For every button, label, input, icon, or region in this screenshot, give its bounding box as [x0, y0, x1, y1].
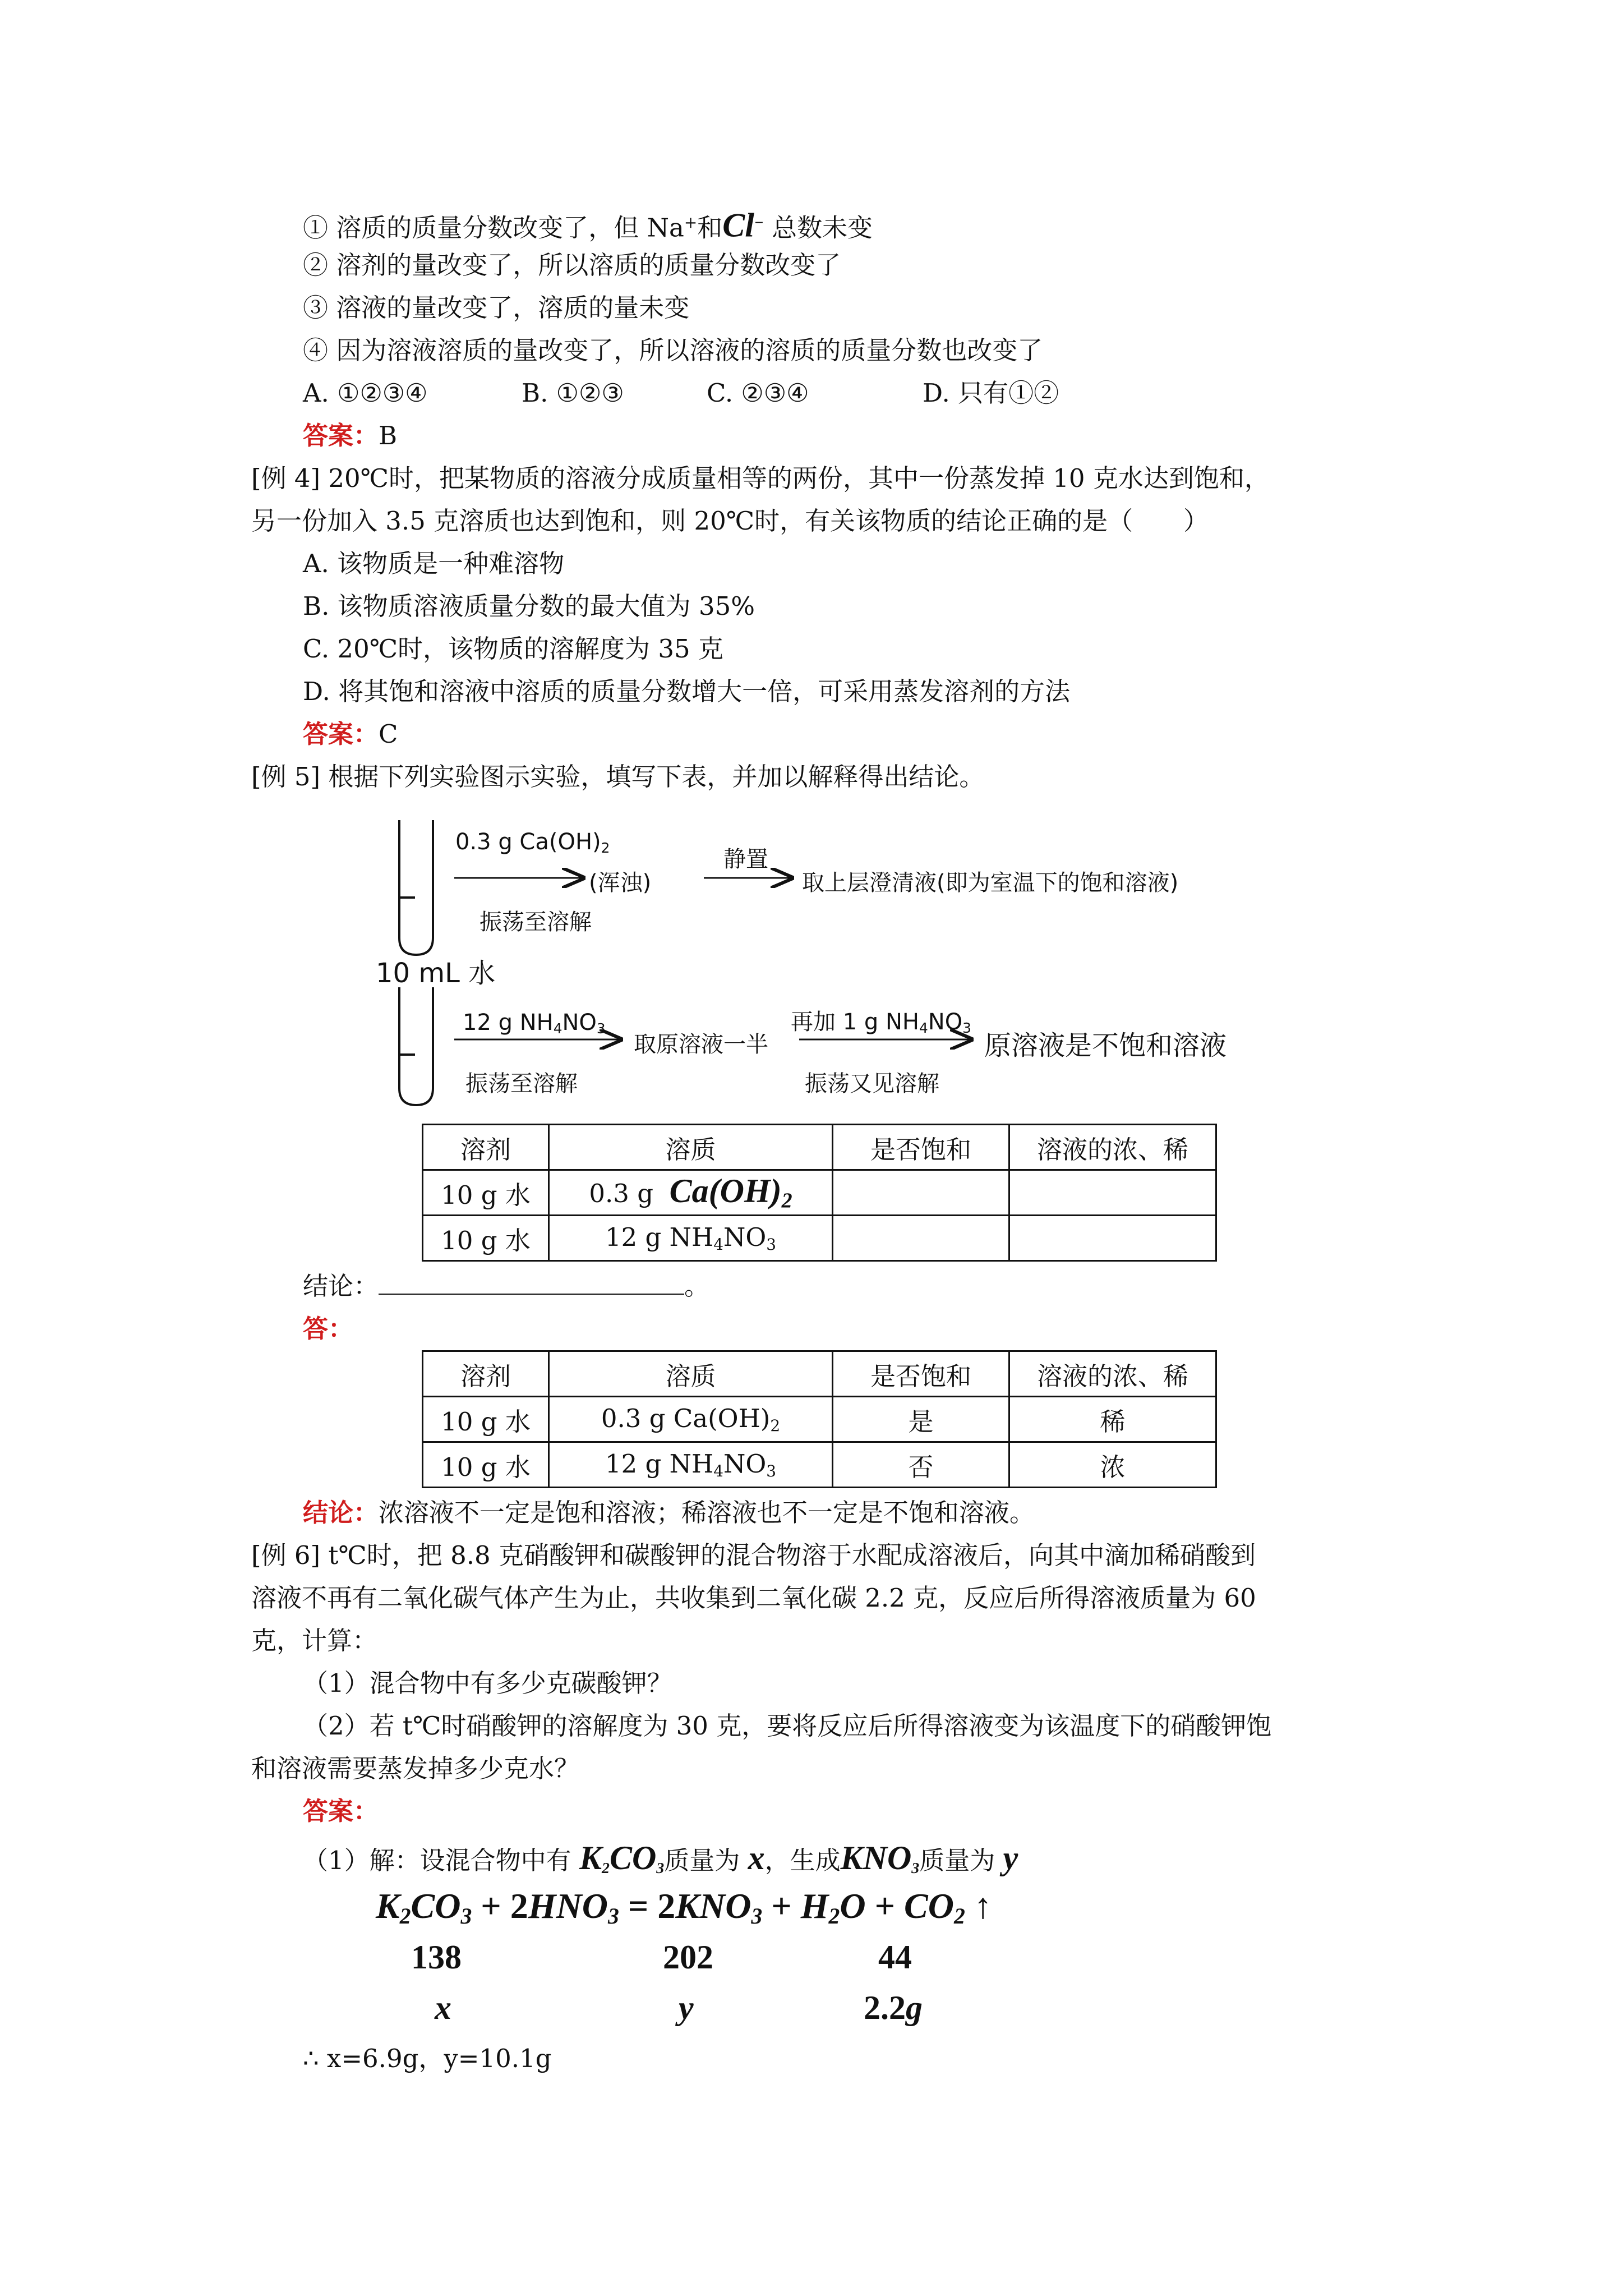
- ex4-answer: 答案：C: [303, 719, 398, 749]
- table-header-concentration: 溶液的浓、稀: [1009, 1351, 1216, 1397]
- ex6-question-1: （1）混合物中有多少克碳酸钾？: [303, 1668, 672, 1698]
- q3-option-1: ① 溶质的质量分数改变了，但 Na+和Cl− 总数未变: [303, 206, 873, 244]
- table-row: [423, 1216, 1216, 1261]
- ex4-option-b: B. 该物质溶液质量分数的最大值为 35%: [303, 591, 755, 621]
- ex4-option-a: A. 该物质是一种难溶物: [303, 549, 565, 578]
- diagram-readd-shake: 振荡又见溶解: [805, 1071, 939, 1097]
- table-header-solute: 溶质: [549, 1125, 833, 1170]
- diagram-water-label: 10 mL 水: [376, 958, 496, 989]
- ex5-intro: [例 5] 根据下列实验图示实验，填写下表，并加以解释得出结论。: [251, 762, 985, 792]
- ex6-stem-line1: [例 6] t℃时，把 8.8 克硝酸钾和碳酸钾的混合物溶于水配成溶液后，向其中滴加稀硝酸到: [251, 1540, 1256, 1570]
- table-header-solvent: 溶剂: [423, 1125, 549, 1170]
- diagram-readd: 再加 1 g $NH_4NO_3$: [791, 1009, 971, 1037]
- diagram-turbid: (浑浊): [589, 870, 652, 896]
- table-cell-saturated: 是: [833, 1397, 1009, 1442]
- diagram-bottom-shake: 振荡至溶解: [465, 1071, 578, 1097]
- diagram-top-reagent: 0.3 g $Ca(OH)_2$: [455, 829, 610, 857]
- ex5-final-conclusion: 结论：浓溶液不一定是饱和溶液；稀溶液也不一定是不饱和溶液。: [303, 1498, 1035, 1527]
- ex4-stem-line2: 另一份加入 3.5 克溶质也达到饱和，则 20℃时，有关该物质的结论正确的是（ ）: [251, 506, 1209, 536]
- table-cell-solvent: 10 g 水: [423, 1170, 549, 1216]
- ex6-question-2-line2: 和溶液需要蒸发掉多少克水？: [251, 1754, 580, 1783]
- molar-mass-k2co3: 138: [411, 1939, 462, 1976]
- ex5-answer-label: 答：: [303, 1314, 354, 1343]
- ex4-stem-line1: [例 4] 20℃时，把某物质的溶液分成质量相等的两份，其中一份蒸发掉 10 克水达到饱和，: [251, 463, 1270, 493]
- unknown-y: y: [679, 1989, 694, 2026]
- q3-choice-d: D. 只有①②: [923, 378, 1059, 408]
- ex6-stem-line3: 克，计算：: [251, 1626, 378, 1655]
- q3-choice-a: A. ①②③④: [303, 378, 428, 408]
- table-header-solvent: 溶剂: [423, 1351, 549, 1397]
- known-co2-mass: 2.2g: [864, 1989, 923, 2026]
- molar-mass-kno3: 202: [663, 1939, 713, 1976]
- test-tube-top-icon: [399, 820, 433, 955]
- diagram-conclusion: 原溶液是不饱和溶液: [984, 1030, 1227, 1061]
- table-row: [423, 1170, 1216, 1216]
- ex6-answer-label: 答案：: [303, 1796, 379, 1826]
- test-tube-bottom-icon: [399, 987, 433, 1105]
- table-cell-solute: 12 g $NH_4NO_3$: [549, 1442, 833, 1488]
- q3-option-3: ③ 溶液的量改变了，溶质的量未变: [303, 293, 690, 323]
- answer-blank-line: [379, 1271, 684, 1295]
- table-header-solute: 溶质: [549, 1351, 833, 1397]
- table-cell-solute: 0.3 g $Ca(OH)_2$: [549, 1170, 833, 1216]
- diagram-bottom-reagent: 12 g $NH_4NO_3$: [463, 1010, 606, 1037]
- q3-choice-b: B. ①②③: [522, 378, 624, 408]
- ex5-table-answer: [422, 1350, 1217, 1488]
- molar-mass-co2: 44: [878, 1939, 912, 1976]
- table-header-saturated: 是否饱和: [833, 1125, 1009, 1170]
- table-cell-solvent: 10 g 水: [423, 1216, 549, 1261]
- diagram-top-shake: 振荡至溶解: [479, 909, 592, 935]
- table-cell-solute: 0.3 g $Ca(OH)_2$: [549, 1397, 833, 1442]
- q3-option-2: ② 溶剂的量改变了，所以溶质的质量分数改变了: [303, 250, 841, 280]
- ex6-stem-line2: 溶液不再有二氧化碳气体产生为止，共收集到二氧化碳 2.2 克，反应后所得溶液质量为 60: [251, 1583, 1256, 1613]
- table-cell-concentration: 稀: [1009, 1397, 1216, 1442]
- table-cell-saturated: [833, 1216, 1009, 1261]
- table-header-row: [423, 1351, 1216, 1397]
- table-header-row: [423, 1125, 1216, 1170]
- table-cell-concentration: [1009, 1216, 1216, 1261]
- table-cell-concentration: 浓: [1009, 1442, 1216, 1488]
- table-cell-concentration: [1009, 1170, 1216, 1216]
- table-cell-solvent: 10 g 水: [423, 1397, 549, 1442]
- q3-answer: 答案：B: [303, 421, 398, 450]
- q3-option-4: ④ 因为溶液溶质的量改变了，所以溶液的溶质的质量分数也改变了: [303, 335, 1043, 365]
- q3-choice-c: C. ②③④: [707, 378, 809, 408]
- table-header-concentration: 溶液的浓、稀: [1009, 1125, 1216, 1170]
- ex6-result: ∴ x=6.9g，y=10.1g: [303, 2044, 552, 2073]
- ex4-option-c: C. 20℃时，该物质的溶解度为 35 克: [303, 634, 723, 664]
- unknown-x: x: [435, 1989, 451, 2026]
- table-header-saturated: 是否饱和: [833, 1351, 1009, 1397]
- diagram-half: 取原溶液一半: [634, 1032, 768, 1057]
- ex5-table-blank: [422, 1124, 1217, 1262]
- table-row: [423, 1442, 1216, 1488]
- diagram-still: 静置: [723, 846, 768, 872]
- ex4-option-d: D. 将其饱和溶液中溶质的质量分数增大一倍，可采用蒸发溶剂的方法: [303, 677, 1071, 706]
- reaction-equation: $K_2CO_3 + 2HNO_3 = 2KNO_3 + H_2O + CO_2$ ↑: [376, 1886, 992, 1929]
- table-row: [423, 1397, 1216, 1442]
- ex5-conclusion-blank: 结论： 。: [303, 1271, 710, 1301]
- table-cell-saturated: 否: [833, 1442, 1009, 1488]
- diagram-top-result: 取上层澄清液(即为室温下的饱和溶液): [802, 870, 1179, 896]
- ex6-question-2-line1: （2）若 t℃时硝酸钾的溶解度为 30 克，要将反应后所得溶液变为该温度下的硝酸钾饱: [303, 1711, 1272, 1741]
- table-cell-solute: 12 g $NH_4NO_3$: [549, 1216, 833, 1261]
- ex6-solution-setup: （1）解：设混合物中有 $K_2CO_3$质量为 x，生成$KNO_3$质量为 y: [303, 1839, 1018, 1877]
- table-cell-saturated: [833, 1170, 1009, 1216]
- table-cell-solvent: 10 g 水: [423, 1442, 549, 1488]
